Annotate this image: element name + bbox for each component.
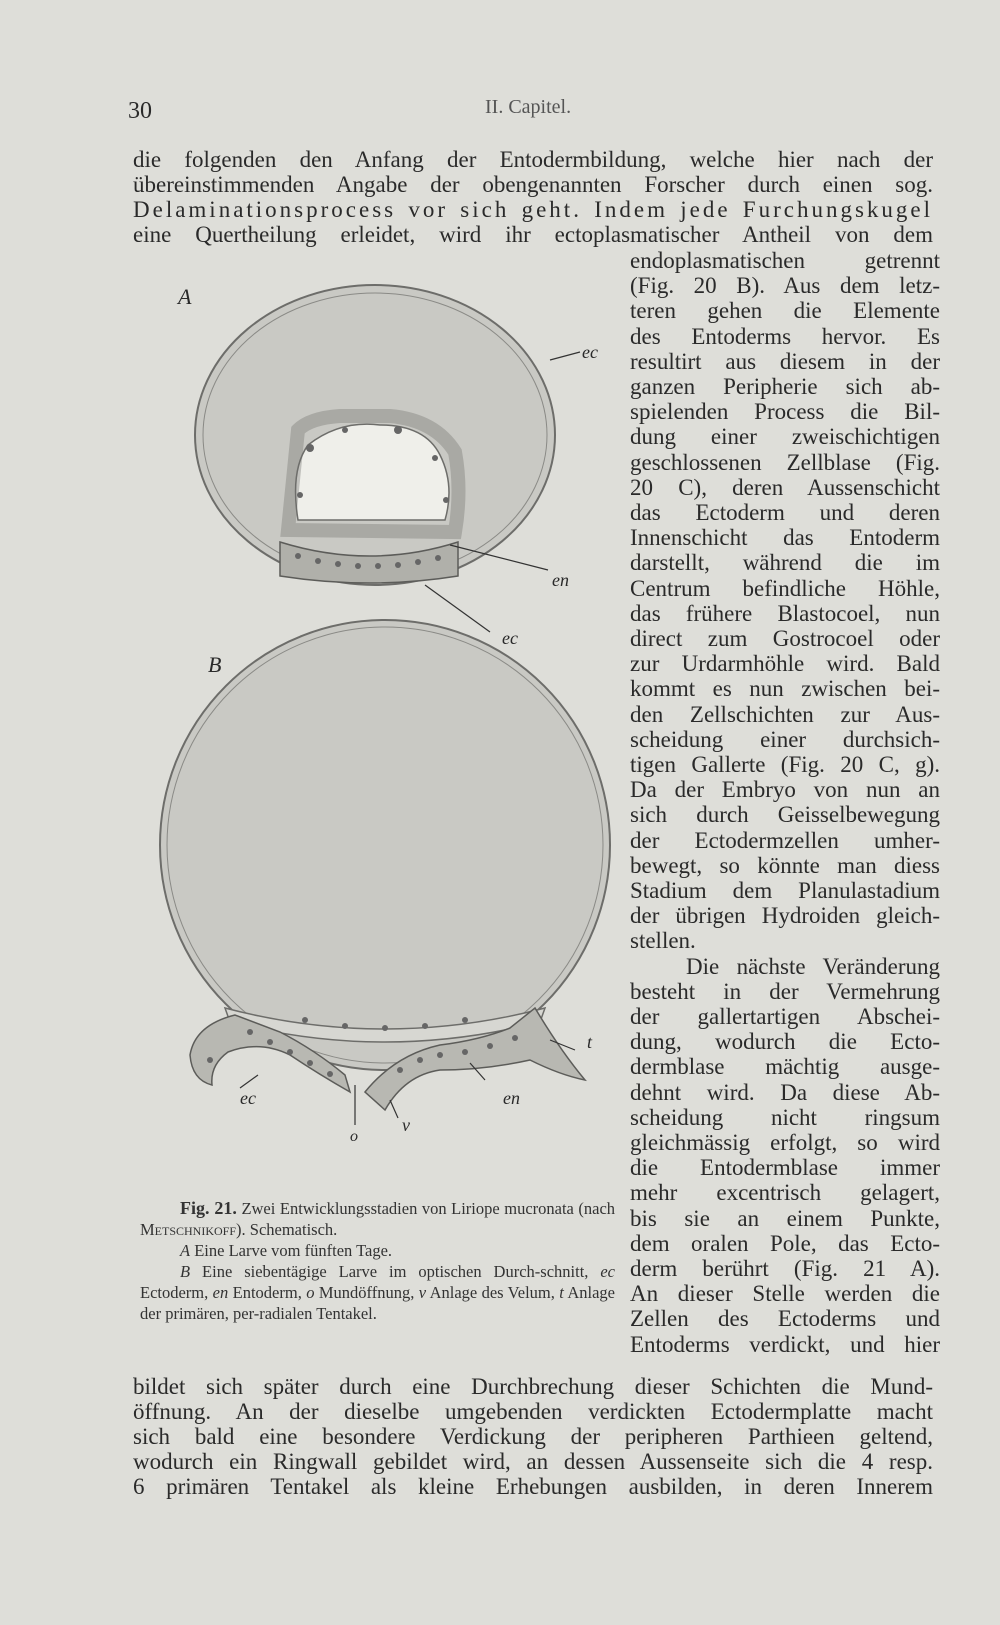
body-line: darstellt, während die im — [630, 550, 940, 576]
caption-line1b: mucronata (nach — [504, 1199, 616, 1218]
body-line: resultirt aus diesem in der — [630, 348, 940, 374]
body-line: der Ectodermzellen umher- — [630, 827, 940, 853]
caption-abbr-en: en — [212, 1283, 229, 1302]
body-line: das frühere Blastocoel, nun — [630, 600, 940, 626]
body-line: bildet sich später durch eine Durchbrechung dieser Schichten die Mund- — [133, 1374, 933, 1399]
body-line: öffnung. An der dieselbe umgebenden verdickten Ectodermplatte macht — [133, 1399, 933, 1424]
label-B: B — [208, 652, 222, 677]
label-ec-b: ec — [240, 1088, 256, 1108]
caption-line1: Zwei Entwicklungsstadien von Liriope — [241, 1199, 500, 1218]
running-head: II. Capitel. — [485, 96, 572, 118]
body-line: der übrigen Hydroiden gleich- — [630, 903, 940, 929]
body-line: derm berührt (Fig. 21 A). — [630, 1256, 940, 1281]
body-line: kommt es nun zwischen bei- — [630, 676, 940, 702]
caption-author: Metschnikoff — [140, 1220, 237, 1239]
body-line: bewegt, so könnte man diess — [630, 852, 940, 878]
body-line: scheidung nicht ringsum — [630, 1104, 940, 1130]
body-line: ganzen Peripherie sich ab- — [630, 374, 940, 399]
caption-o-text: Mundöffnung, — [318, 1283, 415, 1302]
body-line: Innenschicht das Entoderm — [630, 525, 940, 551]
body-line: dung, wodurch die Ecto- — [630, 1029, 940, 1055]
body-line: 20 C), deren Aussenschicht — [630, 474, 940, 500]
body-line: sich bald eine besondere Verdickung der peripheren Parthieen geltend, — [133, 1424, 933, 1449]
page-number: 30 — [128, 98, 152, 124]
body-line: zur Urdarmhöhle wird. Bald — [630, 651, 940, 677]
label-o: o — [350, 1128, 358, 1145]
body-line: den Zellschichten zur Aus- — [630, 701, 940, 727]
caption-abbr-t: t — [559, 1283, 564, 1302]
larva-b — [160, 620, 610, 1125]
caption-b-letter: B — [180, 1262, 191, 1281]
body-line: Zellen des Ectoderms und — [630, 1306, 940, 1332]
body-line: gleichmässig erfolgt, so wird — [630, 1130, 940, 1155]
caption-abbr-v: v — [418, 1283, 427, 1302]
body-line: Die nächste Veränderung — [686, 953, 940, 979]
caption-en-text: Entoderm, — [232, 1283, 302, 1302]
caption-fig-label: Fig. 21. — [180, 1198, 237, 1218]
larva-illustrations — [140, 280, 620, 1180]
label-v: v — [402, 1115, 410, 1135]
body-line: scheidung einer durchsich- — [630, 726, 940, 752]
body-line: sich durch Geisselbewegung — [630, 802, 940, 828]
body-line: dung einer zweischichtigen — [630, 424, 940, 450]
body-line: endoplasmatischen getrennt — [630, 248, 940, 273]
body-line: mehr excentrisch gelagert, — [630, 1180, 940, 1206]
body-line: Da der Embryo von nun an — [630, 777, 940, 803]
figure-21 — [140, 280, 620, 1180]
caption-v-text: Anlage des Velum, — [429, 1283, 555, 1302]
body-line: das Ectoderm und deren — [630, 500, 940, 525]
label-A: A — [178, 284, 192, 309]
body-line: dehnt wird. Da diese Ab- — [630, 1079, 940, 1105]
body-line: An dieser Stelle werden die — [630, 1281, 940, 1307]
body-line: Centrum befindliche Höhle, — [630, 575, 940, 601]
caption-a-text: Eine Larve vom fünften Tage. — [194, 1241, 393, 1260]
body-line: wodurch ein Ringwall gebildet wird, an dessen Aussenseite sich die 4 resp. — [133, 1449, 933, 1474]
body-line: 6 primären Tentakel als kleine Erhebungen ausbilden, in deren Innerem — [133, 1474, 933, 1499]
body-line: Entoderms verdickt, und hier — [630, 1331, 940, 1357]
body-line: teren gehen die Elemente — [630, 298, 940, 324]
body-line: die folgenden den Anfang der Entodermbildung, welche hier nach der — [133, 147, 933, 172]
label-ec-a: ec — [502, 628, 518, 648]
caption-t-text: Anlage der primären, per-radialen Tentakel. — [140, 1283, 616, 1323]
body-line: des Entoderms hervor. Es — [630, 323, 940, 349]
caption-ec-text: Ectoderm, — [140, 1283, 209, 1302]
body-line: (Fig. 20 B). Aus dem letz- — [630, 273, 940, 299]
body-line: besteht in der Vermehrung — [630, 978, 940, 1004]
caption-abbr-ec: ec — [600, 1262, 615, 1281]
caption-a-letter: A — [180, 1241, 191, 1260]
body-line: die Entodermblase immer — [630, 1155, 940, 1181]
label-t: t — [587, 1032, 593, 1052]
body-line: der gallertartigen Abschei- — [630, 1004, 940, 1029]
caption-b-text: Eine siebentägige Larve im optischen Durch-schnitt, — [202, 1262, 589, 1281]
body-line: stellen. — [630, 928, 696, 954]
body-line: tigen Gallerte (Fig. 20 C, g). — [630, 752, 940, 777]
caption-abbr-o: o — [306, 1283, 315, 1302]
label-en-b: en — [503, 1088, 520, 1108]
body-line: bis sie an einem Punkte, — [630, 1205, 940, 1231]
body-line: Delaminationsprocess vor sich geht. Indem jede Furchungskugel — [133, 197, 933, 222]
body-line: übereinstimmenden Angabe der obengenannten Forscher durch einen sog. — [133, 172, 933, 197]
label-en-a: en — [552, 570, 569, 590]
body-line: eine Quertheilung erleidet, wird ihr ectoplasmatischer Antheil von dem — [133, 222, 933, 247]
body-line: dermblase mächtig ausge- — [630, 1054, 940, 1080]
label-ec-upper: ec — [582, 342, 598, 362]
body-line: spielenden Process die Bil- — [630, 399, 940, 425]
body-line: dem oralen Pole, das Ecto- — [630, 1230, 940, 1256]
figure-caption — [140, 1198, 615, 1324]
caption-line1c: ). Schematisch. — [236, 1220, 338, 1239]
larva-a — [195, 285, 580, 632]
body-line: Stadium dem Planulastadium — [630, 878, 940, 903]
body-line: direct zum Gostrocoel oder — [630, 626, 940, 651]
body-line: geschlossenen Zellblase (Fig. — [630, 449, 940, 475]
